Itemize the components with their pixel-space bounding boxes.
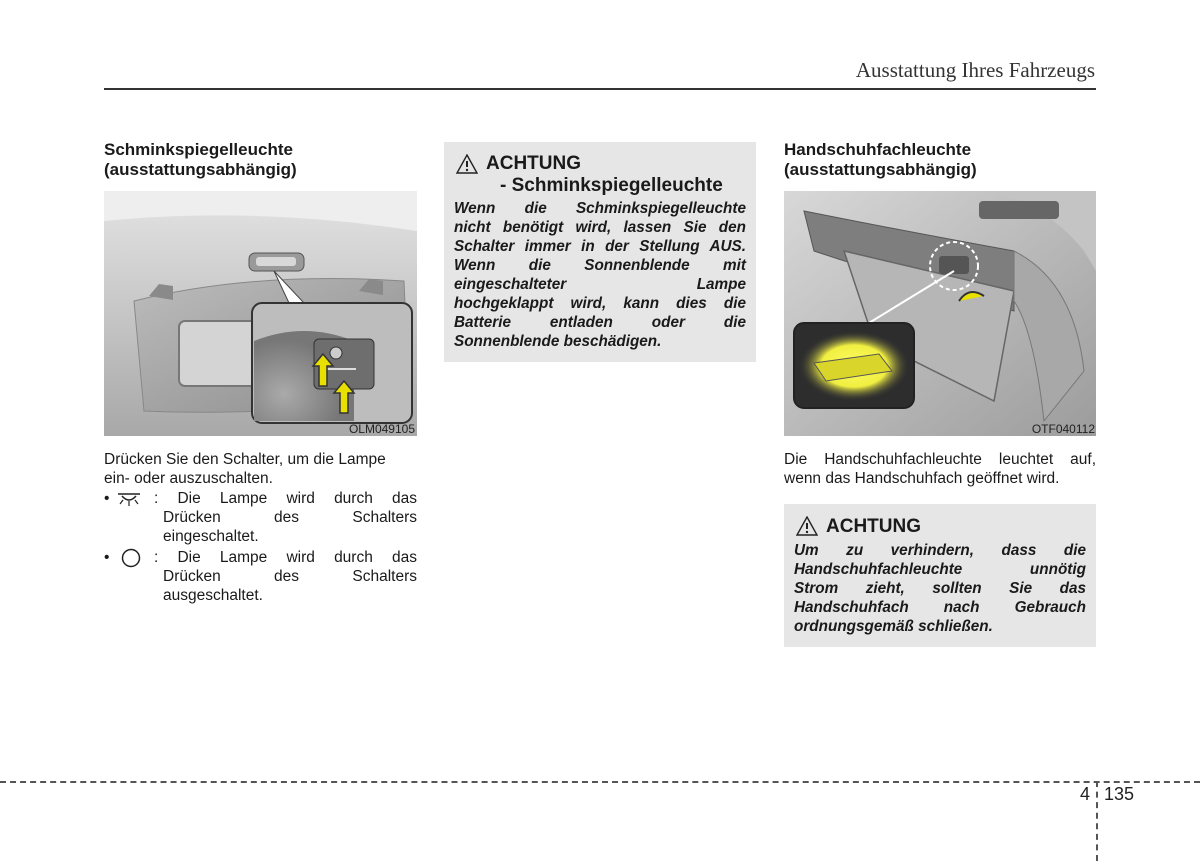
glovebox-lamp-heading <box>784 140 1104 180</box>
bullet2-line-2: Drücken des Schalters <box>163 568 417 585</box>
glovebox-lamp-title: Handschuhfachleuchte <box>784 140 972 159</box>
glovebox-text-line-2: wenn das Handschuhfach geöffnet wird. <box>784 470 1060 487</box>
vanity-lamp-subtitle: (ausstattungsabhängig) <box>104 160 297 179</box>
chapter-number: 4 <box>1080 784 1091 804</box>
vanity-lamp-title: Schminkspiegelleuchte <box>104 140 293 159</box>
warning-triangle-icon <box>456 154 478 174</box>
warning-line: Batterie entladen oder die <box>454 314 746 331</box>
warning-line: Wenn die Schminkspiegelleuchte <box>454 200 746 217</box>
warning-line: Handschuhfachleuchte unnötig <box>794 561 1086 578</box>
warning-line: hochgeklappt wird, kann dies die <box>454 295 746 312</box>
warning-subtitle: - Schminkspiegelleuchte <box>500 175 723 196</box>
warning-line: Schalter immer in der Stellung AUS. <box>454 238 746 255</box>
warning-text <box>794 541 1086 636</box>
bullet-dot: • <box>104 549 110 566</box>
intro-line-1: Drücken Sie den Schalter, um die Lampe <box>104 451 386 468</box>
vanity-lamp-illustration <box>104 191 417 436</box>
warning-line: Strom zieht, sollten Sie das <box>794 580 1086 597</box>
bullet2-line-3: ausgeschaltet. <box>163 587 263 604</box>
warning-line: Wenn die Sonnenblende mit <box>454 257 746 274</box>
glovebox-lamp-warning-box <box>784 504 1096 647</box>
page-number: 135 <box>1104 784 1135 804</box>
lamp-on-icon <box>116 491 142 507</box>
vanity-lamp-figure-code: OLM049105 <box>348 422 415 436</box>
warning-title: ACHTUNG <box>486 153 581 174</box>
warning-text <box>454 199 746 351</box>
glovebox-text-line-1: Die Handschuhfachleuchte leuchtet auf, <box>784 451 1096 468</box>
warning-triangle-icon <box>796 516 818 536</box>
warning-line: Sonnenblende beschädigen. <box>454 333 662 350</box>
bullet1-line-1: : Die Lampe wird durch das <box>154 490 417 507</box>
warning-line: Handschuhfach nach Gebrauch <box>794 599 1086 616</box>
lamp-off-icon <box>120 548 142 568</box>
warning-title: ACHTUNG <box>826 516 921 537</box>
warning-line: Um zu verhindern, dass die <box>794 542 1086 559</box>
bullet-dot: • <box>104 490 110 507</box>
glovebox-lamp-figure <box>784 191 1096 436</box>
warning-line: nicht benötigt wird, lassen Sie den <box>454 219 746 236</box>
vanity-lamp-warning-box <box>444 142 756 362</box>
glovebox-lamp-illustration <box>784 191 1096 436</box>
bullet2-line-1: : Die Lampe wird durch das <box>154 549 417 566</box>
bullet1-line-3: eingeschaltet. <box>163 528 259 545</box>
intro-line-2: ein- oder auszuschalten. <box>104 470 273 487</box>
glovebox-lamp-figure-code: OTF040112 <box>1031 422 1095 436</box>
glovebox-lamp-text <box>784 450 1096 488</box>
warning-line: ordnungsgemäß schließen. <box>794 618 993 635</box>
footer-rule <box>0 781 1200 783</box>
bullet1-line-2: Drücken des Schalters <box>163 509 417 526</box>
vanity-lamp-figure <box>104 191 417 436</box>
footer-divider <box>1096 781 1098 861</box>
vanity-lamp-heading <box>104 140 424 180</box>
glovebox-lamp-subtitle: (ausstattungsabhängig) <box>784 160 977 179</box>
header-rule <box>104 88 1096 90</box>
vanity-lamp-intro <box>104 450 417 488</box>
warning-line: eingeschalteter Lampe <box>454 276 746 293</box>
running-header: Ausstattung Ihres Fahrzeugs <box>855 58 1095 82</box>
